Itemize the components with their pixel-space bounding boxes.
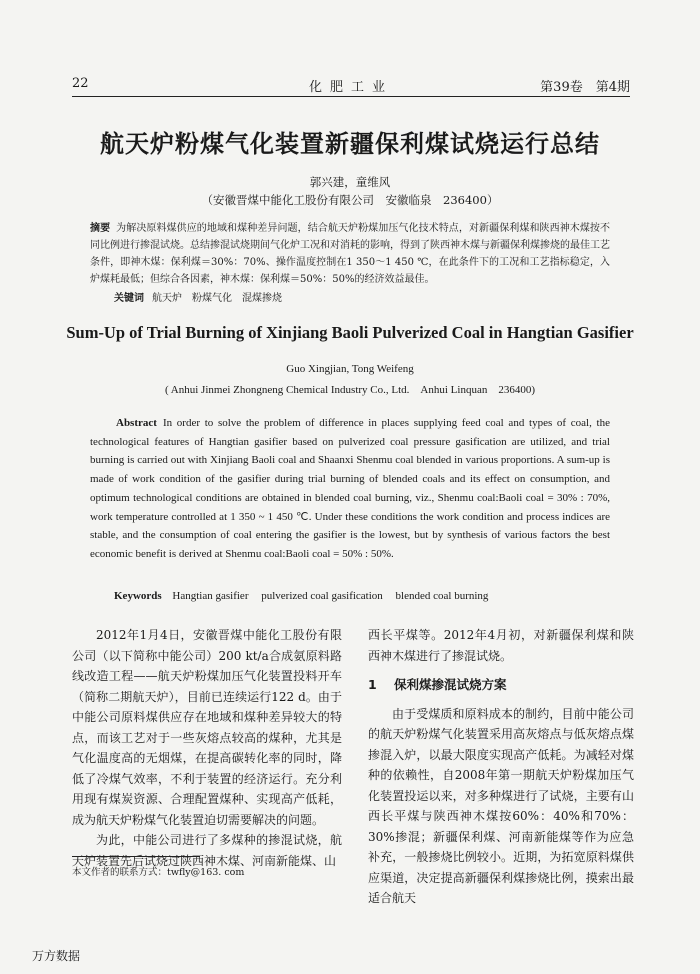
body-paragraph: 西长平煤等。2012年4月初，对新疆保利煤和陕西神木煤进行了掺混试烧。 <box>368 628 634 663</box>
keywords-chinese <box>114 289 604 304</box>
header-rule <box>72 96 630 97</box>
body-paragraph: 为此，中能公司进行了多煤种的掺混试烧，航天炉装置先后试烧过陕西神木煤、河南新能煤、山 <box>72 833 342 868</box>
footnote-rule <box>72 856 200 857</box>
footnote: 本文作者的联系方式：twfly@163. com <box>72 867 245 878</box>
abstract-english <box>90 414 610 564</box>
watermark: 万方数据 <box>32 949 81 963</box>
keyword-item: blended coal burning <box>395 590 489 602</box>
authors-english: Guo Xingjian, Tong Weifeng <box>286 363 414 375</box>
section-number: 1 <box>368 677 377 692</box>
keywords-english-label: Keywords <box>114 590 162 602</box>
section-title: 保利煤掺混试烧方案 <box>394 677 507 692</box>
authors-chinese: 郭兴建，童维风 <box>309 175 391 189</box>
keywords-chinese-label: 关键词 <box>114 293 144 304</box>
running-header <box>72 76 630 94</box>
journal-name: 化肥工业 <box>308 80 393 95</box>
keyword-item: pulverized coal gasification <box>261 590 383 602</box>
title-chinese: 航天炉粉煤气化装置新疆保利煤试烧运行总结 <box>100 130 600 158</box>
body-paragraph: 2012年1月4日，安徽晋煤中能化工股份有限公司（以下简称中能公司）200 kt/a合成氨原料路线改造工程——航天炉粉煤加压气化装置投料开车（简称二期航天炉），目前已连续运行122 d。由于中能公司原料煤供应存在地域和煤种差异较大的特点，而该工艺对于一些灰熔点较高的煤种，尤其是气化温度高的无烟煤，在提高碳转化率的同时，降低了冷煤气效率，不利于装置的经济运行。充分利用现有煤炭资源、合理配置煤种、实现高产低耗，成为航天炉粉煤气化装置迫切需要解决的问题。 <box>72 628 342 827</box>
title-english: Sum-Up of Trial Burning of Xinjiang Baoli Pulverized Coal in Hangtian Gasifier <box>66 323 634 342</box>
section-heading <box>368 675 634 696</box>
body-column-right <box>368 625 634 909</box>
abstract-chinese-label: 摘要 <box>90 223 111 234</box>
affiliation-chinese: （安徽晋煤中能化工股份有限公司 安徽临泉 236400） <box>201 193 499 207</box>
abstract-english-text: In order to solve the problem of difference in places supplying feed coal and types of coal, the technological features of Hangtian gasifier based on pulverized coal pressure gasification are utilized, and trial burning is carried out with Xinjiang Baoli coal and Shaanxi Shenmu coal blended in various proportions. A sum-up is made of work condition of the gasifier during trial burning of blended coals and its effect on consumption, and optimum technological conditions are obtained in blended coal burning, viz., Shenmu coal:Baoli coal = 30% : 70%, work temperature controlled at 1 350 ~ 1 450 ℃. Under these conditions the work condition and process indices are stable, and the consumption of coal entering the gasifier is the lowest, but by synthesis of various factors the best economic benefit is derived at Shenmu coal:Baoli coal = 50% : 50%. <box>90 417 610 560</box>
keywords-chinese-text: 航天炉 粉煤气化 混煤掺烧 <box>152 293 282 304</box>
abstract-chinese <box>90 220 610 288</box>
keywords-english <box>114 590 614 602</box>
body-column-left <box>72 625 342 871</box>
page-number: 22 <box>72 76 89 91</box>
abstract-english-label: Abstract <box>116 417 157 429</box>
keyword-item: Hangtian gasifier <box>172 590 249 602</box>
body-paragraph: 由于受煤质和原料成本的制约，目前中能公司的航天炉粉煤气化装置采用高灰熔点与低灰熔点煤掺混入炉，以最大限度实现高产低耗。为减轻对煤种的依赖性，自2008年第一期航天炉粉煤加压气化装置投运以来，对多种煤进行了试烧，主要有山西长平煤与陕西神木煤按60%：40%和70%：30%掺混；新疆保利煤、河南新能煤等作为应急补充，一般掺烧比例较小。近期，为拓宽原料煤供应渠道，决定提高新疆保利煤掺烧比例，摸索出最适合航天 <box>368 706 634 905</box>
affiliation-english: ( Anhui Jinmei Zhongneng Chemical Industry Co., Ltd. Anhui Linquan 236400) <box>165 384 535 396</box>
volume-issue: 第39卷 第4期 <box>540 80 630 95</box>
abstract-chinese-text: 为解决原料煤供应的地域和煤种差异问题，结合航天炉粉煤加压气化技术特点，对新疆保利煤和陕西神木煤按不同比例进行掺混试烧。总结掺混试烧期间气化炉工况和对消耗的影响，得到了陕西神木煤与新疆保利煤掺烧的最佳工艺条件，即神木煤：保利煤＝30%：70%、操作温度控制在1 350～1 450 ℃，在此条件下的工况和工艺指标稳定，入炉煤耗最低；但综合各因素，神木煤：保利煤＝50%：50%的经济效益最佳。 <box>90 223 611 285</box>
